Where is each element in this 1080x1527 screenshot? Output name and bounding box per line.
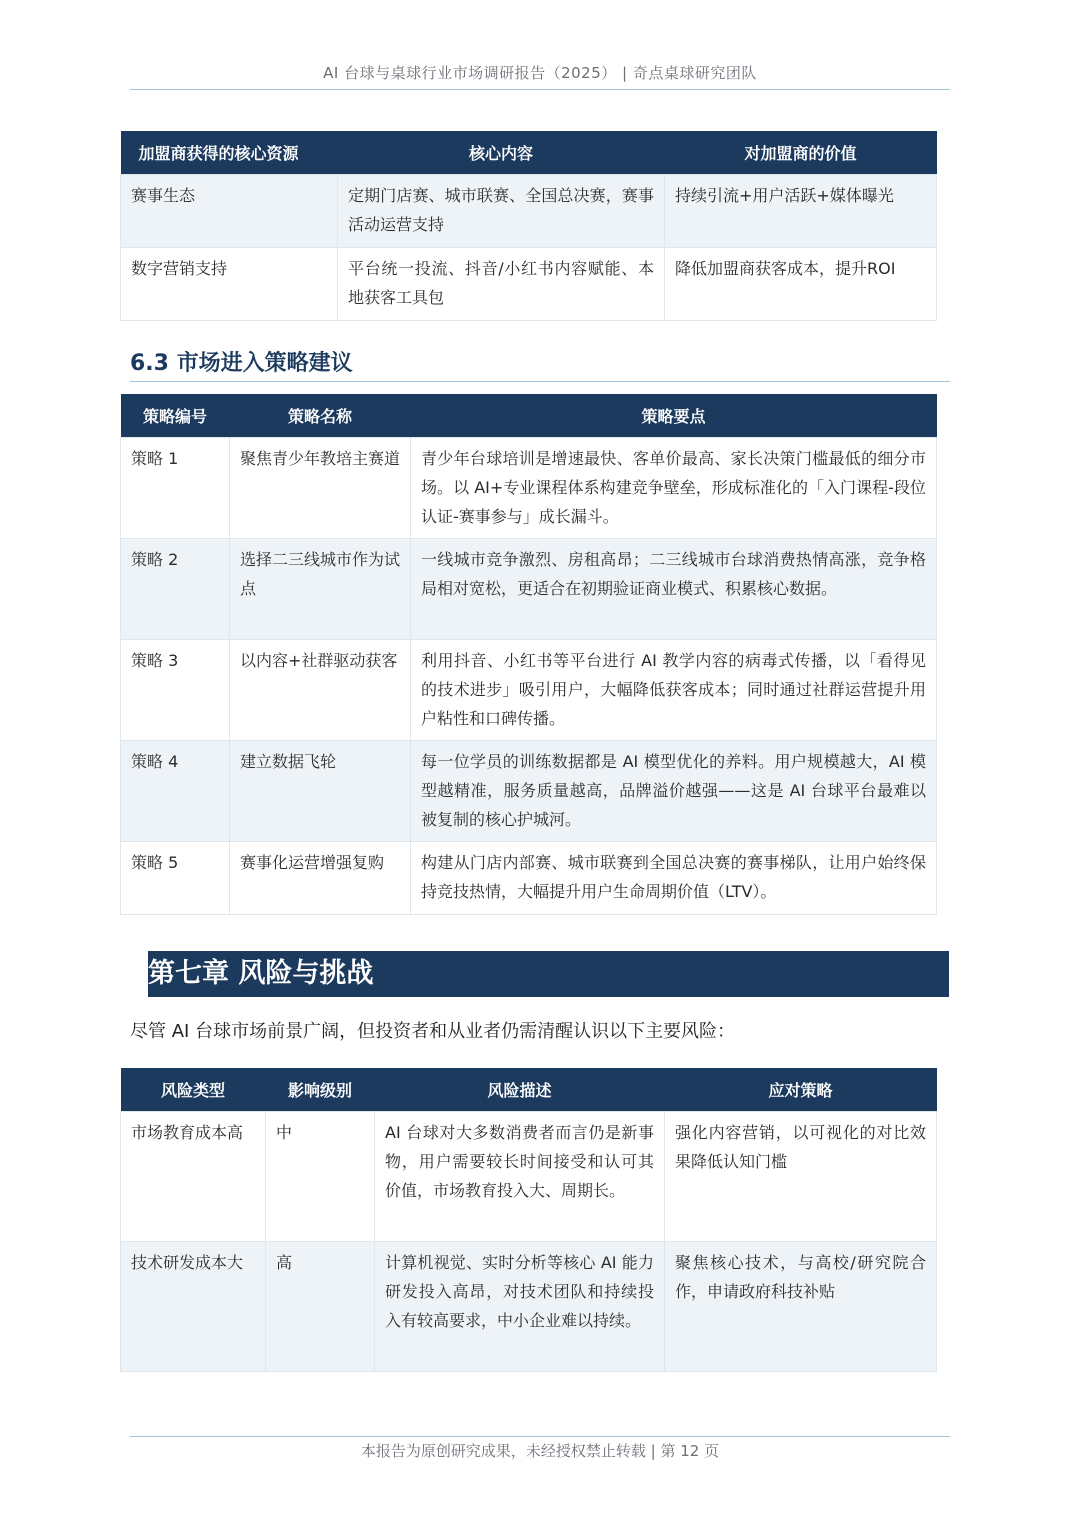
table-cell: 策略 2 — [121, 539, 230, 640]
column-header: 影响级别 — [266, 1068, 375, 1112]
table-row — [121, 1112, 937, 1242]
table-cell: 持续引流+用户活跃+媒体曝光 — [665, 175, 937, 248]
table-row — [121, 741, 937, 842]
section-title: 6.3 市场进入策略建议 — [130, 351, 353, 376]
table-header-row — [121, 131, 937, 175]
column-header: 应对策略 — [665, 1068, 937, 1112]
table-cell: 赛事生态 — [121, 175, 338, 248]
table-cell: 建立数据飞轮 — [230, 741, 411, 842]
table-cell: 计算机视觉、实时分析等核心 AI 能力研发投入高昂，对技术团队和持续投入有较高要求，中小企业难以持续。 — [375, 1242, 665, 1372]
table-cell: 构建从门店内部赛、城市联赛到全国总决赛的赛事梯队，让用户始终保持竞技热情，大幅提升用户生命周期价值（LTV）。 — [411, 842, 937, 915]
strategy-table — [120, 394, 937, 915]
header-divider — [130, 89, 950, 90]
table-cell: 策略 3 — [121, 640, 230, 741]
footer-divider — [130, 1436, 950, 1437]
table-cell: 选择二三线城市作为试点 — [230, 539, 411, 640]
table-row — [121, 248, 937, 321]
page-header: AI 台球与桌球行业市场调研报告（2025） | 奇点桌球研究团队 — [323, 64, 757, 82]
table-cell: 策略 1 — [121, 438, 230, 539]
column-header: 加盟商获得的核心资源 — [121, 131, 338, 175]
table-cell: 每一位学员的训练数据都是 AI 模型优化的养料。用户规模越大，AI 模型越精准，服务质量越高，品牌溢价越强——这是 AI 台球平台最难以被复制的核心护城河。 — [411, 741, 937, 842]
table-cell: 高 — [266, 1242, 375, 1372]
table-cell: 技术研发成本大 — [121, 1242, 266, 1372]
table-row — [121, 175, 937, 248]
table-cell: 聚焦青少年教培主赛道 — [230, 438, 411, 539]
table-cell: 一线城市竞争激烈、房租高昂；二三线城市台球消费热情高涨，竞争格局相对宽松，更适合在初期验证商业模式、积累核心数据。 — [411, 539, 937, 640]
table-cell: 利用抖音、小红书等平台进行 AI 教学内容的病毒式传播，以「看得见的技术进步」吸引用户，大幅降低获客成本；同时通过社群运营提升用户粘性和口碑传播。 — [411, 640, 937, 741]
table-row — [121, 438, 937, 539]
table-cell: 降低加盟商获客成本，提升ROI — [665, 248, 937, 321]
table-cell: 强化内容营销，以可视化的对比效果降低认知门槛 — [665, 1112, 937, 1242]
table-cell: 聚焦核心技术，与高校/研究院合作，申请政府科技补贴 — [665, 1242, 937, 1372]
table-cell: 赛事化运营增强复购 — [230, 842, 411, 915]
table-row — [121, 1242, 937, 1372]
column-header: 策略编号 — [121, 394, 230, 438]
column-header: 策略要点 — [411, 394, 937, 438]
page-footer: 本报告为原创研究成果，未经授权禁止转载 | 第 12 页 — [360, 1442, 720, 1460]
table-cell: 市场教育成本高 — [121, 1112, 266, 1242]
table-cell: AI 台球对大多数消费者而言仍是新事物，用户需要较长时间接受和认可其价值，市场教育投入大、周期长。 — [375, 1112, 665, 1242]
table-cell: 平台统一投流、抖音/小红书内容赋能、本地获客工具包 — [338, 248, 665, 321]
column-header: 策略名称 — [230, 394, 411, 438]
chapter-title: 第七章 风险与挑战 — [148, 951, 949, 997]
table-cell: 策略 4 — [121, 741, 230, 842]
table-row — [121, 640, 937, 741]
intro-paragraph: 尽管 AI 台球市场前景广阔，但投资者和从业者仍需清醒认识以下主要风险： — [130, 1021, 736, 1042]
table-cell: 定期门店赛、城市联赛、全国总决赛，赛事活动运营支持 — [338, 175, 665, 248]
franchise-resources-table — [120, 131, 937, 321]
table-cell: 青少年台球培训是增速最快、客单价最高、家长决策门槛最低的细分市场。以 AI+专业课程体系构建竞争壁垒，形成标准化的「入门课程-段位认证-赛事参与」成长漏斗。 — [411, 438, 937, 539]
table-cell: 以内容+社群驱动获客 — [230, 640, 411, 741]
table-header-row — [121, 394, 937, 438]
column-header: 风险描述 — [375, 1068, 665, 1112]
table-row — [121, 842, 937, 915]
table-cell: 中 — [266, 1112, 375, 1242]
column-header: 核心内容 — [338, 131, 665, 175]
table-header-row — [121, 1068, 937, 1112]
table-row — [121, 539, 937, 640]
table-cell: 策略 5 — [121, 842, 230, 915]
table-cell: 数字营销支持 — [121, 248, 338, 321]
risk-table — [120, 1068, 937, 1372]
column-header: 对加盟商的价值 — [665, 131, 937, 175]
column-header: 风险类型 — [121, 1068, 266, 1112]
section-divider — [130, 381, 950, 382]
